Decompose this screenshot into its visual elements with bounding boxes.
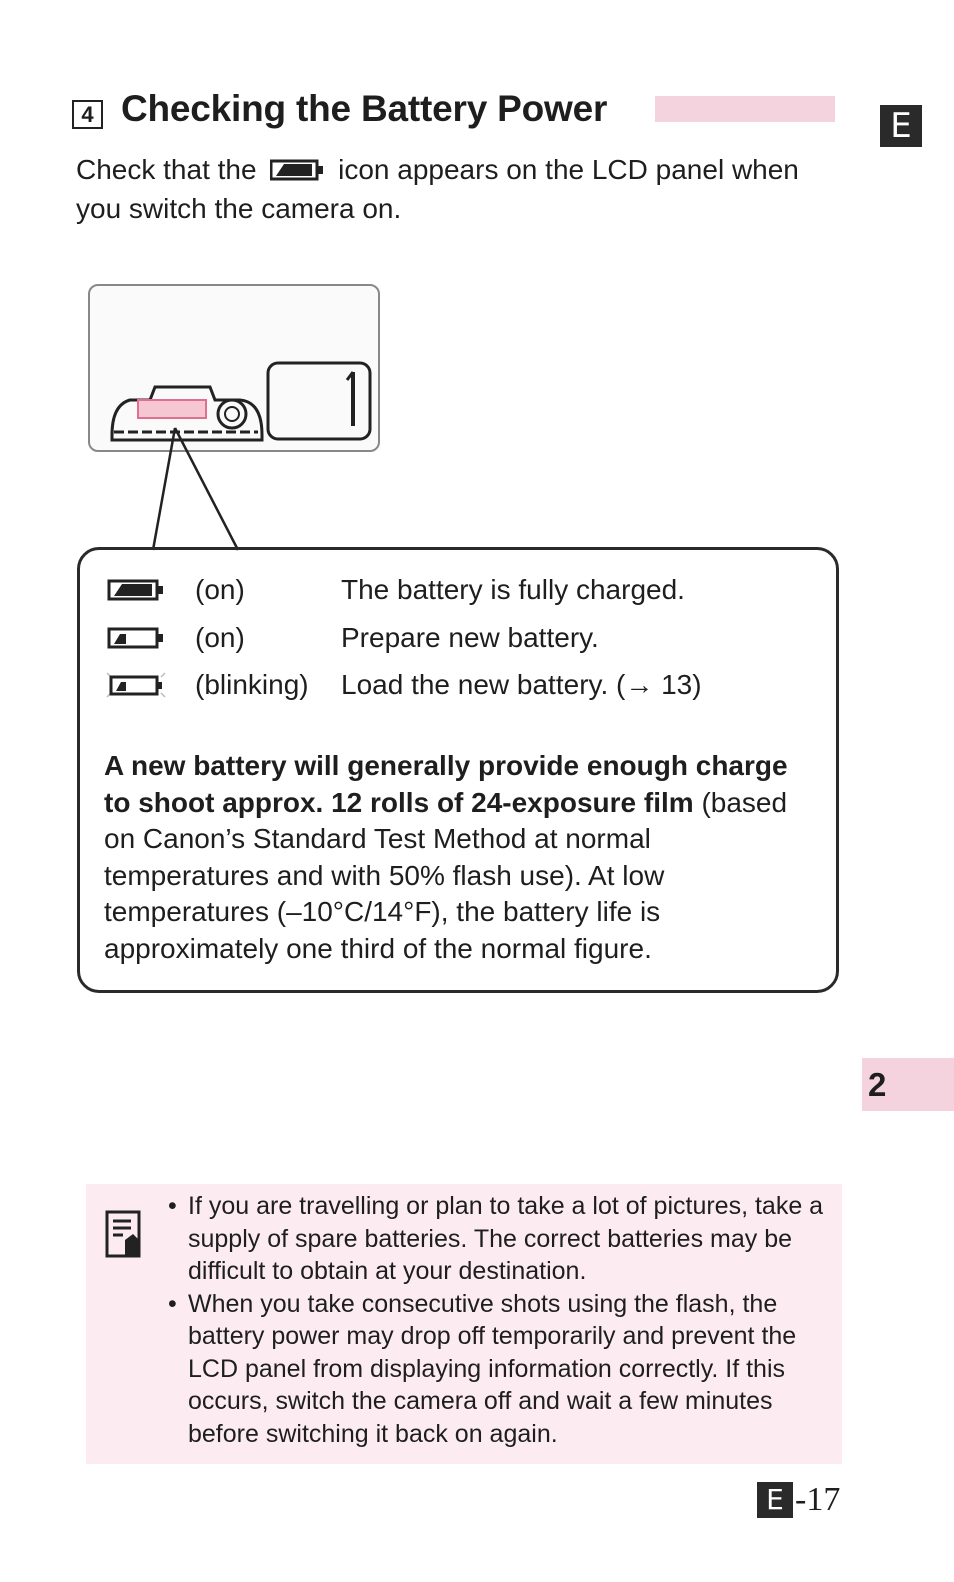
indicator-state: (blinking) — [195, 669, 309, 700]
capacity-note-rest: (based on Canon’s Standard Test Method at normal temperatures and with 50% flash use). At low temperatures (–10°C/14°F), the battery life is approximately one third of the normal figure. — [104, 786, 788, 964]
title-highlight-band — [655, 96, 835, 122]
page-number — [757, 1478, 840, 1522]
chapter-tab: 2 — [862, 1058, 954, 1111]
indicator-state: (on) — [195, 622, 245, 653]
battery-segment-highlight — [138, 400, 206, 418]
battery-full-icon — [106, 577, 166, 603]
callout-pointer — [153, 428, 175, 550]
lcd-illustration-drawing — [80, 360, 390, 560]
page-digits: -17 — [795, 1481, 841, 1518]
indicator-state: (on) — [195, 574, 245, 605]
capacity-note-bold: A new battery will generally provide enough charge to shoot approx. 12 rolls of 24-exposure film — [104, 750, 788, 818]
intro-after-icon: icon appears on the LCD panel when you switch the camera on. — [76, 154, 799, 224]
memo-item: • When you take consecutive shots using the flash, the battery power may drop off temporarily and prevent the LCD panel from displaying information correctly. If this occurs, switch the camera off and wait a few minutes before switching it back on again. — [168, 1288, 838, 1451]
language-tab: E — [880, 105, 922, 147]
page-prefix: E — [757, 1482, 793, 1518]
intro-text — [76, 150, 836, 228]
shutter-icon — [218, 400, 246, 428]
battery-capacity-note — [104, 748, 814, 967]
intro-before-icon: Check that the — [76, 154, 257, 185]
page-title: Checking the Battery Power — [121, 88, 608, 129]
memo-item: • If you are travelling or plan to take a lot of pictures, take a supply of spare batteries. The correct batteries may be difficult to obtain at your destination. — [168, 1190, 838, 1288]
battery-empty-blinking-icon — [106, 672, 166, 698]
indicator-description: Load the new battery. (→ 13) — [341, 669, 702, 700]
memo-list — [168, 1190, 838, 1450]
step-number: 4 — [72, 100, 103, 129]
battery-low-icon — [106, 625, 166, 651]
indicator-description: The battery is fully charged. — [341, 574, 685, 605]
memo-icon — [105, 1210, 143, 1260]
battery-full-icon — [270, 159, 324, 181]
indicator-description: Prepare new battery. — [341, 622, 599, 653]
